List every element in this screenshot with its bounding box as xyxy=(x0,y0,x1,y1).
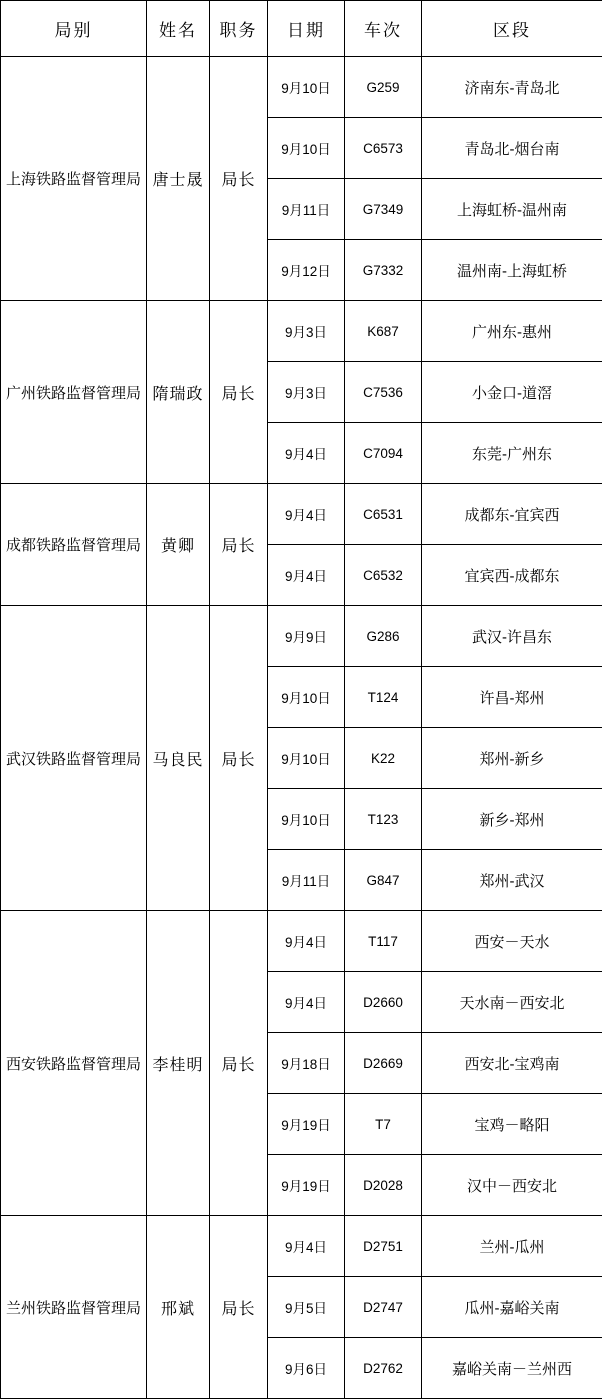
cell-date: 9月3日 xyxy=(268,301,345,362)
cell-name: 马良民 xyxy=(147,606,210,911)
header-row xyxy=(1,1,602,57)
table-row xyxy=(1,484,602,545)
cell-segment: 济南东-青岛北 xyxy=(422,57,602,118)
cell-train-number: C7536 xyxy=(345,362,422,423)
cell-segment: 成都东-宜宾西 xyxy=(422,484,602,545)
cell-date: 9月4日 xyxy=(268,423,345,484)
cell-segment: 郑州-新乡 xyxy=(422,728,602,789)
column-header-segment: 区段 xyxy=(422,1,602,57)
cell-date: 9月19日 xyxy=(268,1094,345,1155)
cell-train-number: T124 xyxy=(345,667,422,728)
cell-date: 9月9日 xyxy=(268,606,345,667)
cell-post: 局长 xyxy=(210,911,268,1216)
cell-train-number: G7332 xyxy=(345,240,422,301)
cell-train-number: T7 xyxy=(345,1094,422,1155)
table-row xyxy=(1,606,602,667)
cell-name: 黄卿 xyxy=(147,484,210,606)
cell-segment: 天水南－西安北 xyxy=(422,972,602,1033)
cell-train-number: C6531 xyxy=(345,484,422,545)
cell-train-number: G286 xyxy=(345,606,422,667)
cell-segment: 宜宾西-成都东 xyxy=(422,545,602,606)
cell-date: 9月4日 xyxy=(268,545,345,606)
cell-date: 9月5日 xyxy=(268,1277,345,1338)
cell-post: 局长 xyxy=(210,606,268,911)
cell-bureau: 武汉铁路监督管理局 xyxy=(1,606,147,911)
cell-name: 隋瑞政 xyxy=(147,301,210,484)
cell-bureau: 兰州铁路监督管理局 xyxy=(1,1216,147,1399)
cell-train-number: D2669 xyxy=(345,1033,422,1094)
cell-segment: 温州南-上海虹桥 xyxy=(422,240,602,301)
cell-segment: 武汉-许昌东 xyxy=(422,606,602,667)
cell-train-number: T123 xyxy=(345,789,422,850)
column-header-date: 日期 xyxy=(268,1,345,57)
cell-train-number: K22 xyxy=(345,728,422,789)
cell-segment: 兰州-瓜州 xyxy=(422,1216,602,1277)
cell-train-number: T117 xyxy=(345,911,422,972)
cell-train-number: G847 xyxy=(345,850,422,911)
cell-bureau: 上海铁路监督管理局 xyxy=(1,57,147,301)
cell-train-number: D2660 xyxy=(345,972,422,1033)
cell-date: 9月19日 xyxy=(268,1155,345,1216)
column-header-train: 车次 xyxy=(345,1,422,57)
cell-name: 唐士晟 xyxy=(147,57,210,301)
cell-segment: 上海虹桥-温州南 xyxy=(422,179,602,240)
column-header-post: 职务 xyxy=(210,1,268,57)
cell-date: 9月10日 xyxy=(268,667,345,728)
cell-date: 9月4日 xyxy=(268,1216,345,1277)
cell-segment: 西安－天水 xyxy=(422,911,602,972)
cell-segment: 小金口-道滘 xyxy=(422,362,602,423)
cell-bureau: 西安铁路监督管理局 xyxy=(1,911,147,1216)
cell-date: 9月10日 xyxy=(268,118,345,179)
cell-train-number: C6573 xyxy=(345,118,422,179)
cell-date: 9月12日 xyxy=(268,240,345,301)
cell-train-number: D2747 xyxy=(345,1277,422,1338)
cell-segment: 广州东-惠州 xyxy=(422,301,602,362)
cell-date: 9月4日 xyxy=(268,484,345,545)
cell-segment: 许昌-郑州 xyxy=(422,667,602,728)
table-row xyxy=(1,301,602,362)
cell-train-number: C7094 xyxy=(345,423,422,484)
cell-post: 局长 xyxy=(210,57,268,301)
cell-train-number: C6532 xyxy=(345,545,422,606)
cell-train-number: G7349 xyxy=(345,179,422,240)
table-header xyxy=(1,1,602,57)
cell-train-number: D2762 xyxy=(345,1338,422,1399)
table-body xyxy=(1,57,602,1399)
cell-date: 9月11日 xyxy=(268,850,345,911)
cell-segment: 汉中－西安北 xyxy=(422,1155,602,1216)
cell-bureau: 成都铁路监督管理局 xyxy=(1,484,147,606)
cell-segment: 西安北-宝鸡南 xyxy=(422,1033,602,1094)
cell-segment: 青岛北-烟台南 xyxy=(422,118,602,179)
column-header-name: 姓名 xyxy=(147,1,210,57)
cell-train-number: D2751 xyxy=(345,1216,422,1277)
table-row xyxy=(1,1216,602,1277)
cell-segment: 宝鸡－略阳 xyxy=(422,1094,602,1155)
cell-post: 局长 xyxy=(210,484,268,606)
cell-date: 9月11日 xyxy=(268,179,345,240)
table-row xyxy=(1,57,602,118)
cell-date: 9月10日 xyxy=(268,57,345,118)
cell-date: 9月10日 xyxy=(268,789,345,850)
cell-segment: 东莞-广州东 xyxy=(422,423,602,484)
cell-date: 9月4日 xyxy=(268,911,345,972)
cell-segment: 瓜州-嘉峪关南 xyxy=(422,1277,602,1338)
cell-date: 9月18日 xyxy=(268,1033,345,1094)
cell-segment: 嘉峪关南－兰州西 xyxy=(422,1338,602,1399)
cell-bureau: 广州铁路监督管理局 xyxy=(1,301,147,484)
table-row xyxy=(1,911,602,972)
cell-name: 李桂明 xyxy=(147,911,210,1216)
cell-post: 局长 xyxy=(210,1216,268,1399)
cell-train-number: K687 xyxy=(345,301,422,362)
cell-date: 9月3日 xyxy=(268,362,345,423)
cell-date: 9月10日 xyxy=(268,728,345,789)
cell-post: 局长 xyxy=(210,301,268,484)
cell-date: 9月4日 xyxy=(268,972,345,1033)
cell-name: 邢斌 xyxy=(147,1216,210,1399)
cell-train-number: D2028 xyxy=(345,1155,422,1216)
cell-segment: 郑州-武汉 xyxy=(422,850,602,911)
cell-train-number: G259 xyxy=(345,57,422,118)
column-header-bureau: 局别 xyxy=(1,1,147,57)
cell-segment: 新乡-郑州 xyxy=(422,789,602,850)
cell-date: 9月6日 xyxy=(268,1338,345,1399)
